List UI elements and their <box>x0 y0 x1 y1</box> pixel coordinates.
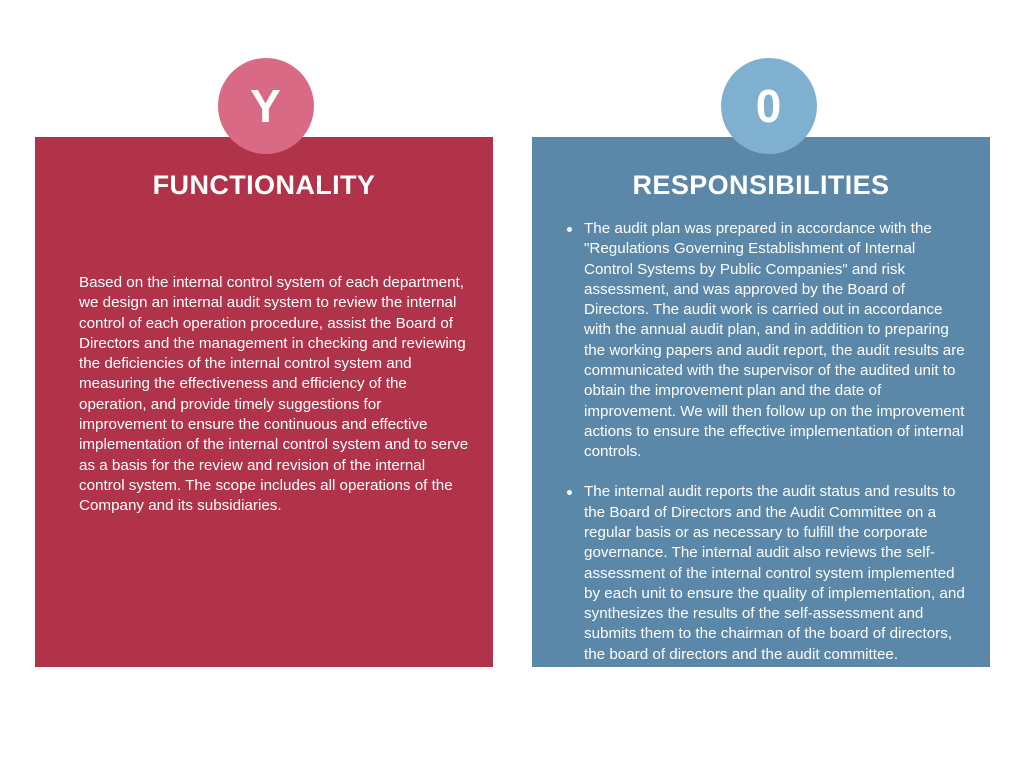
responsibilities-bullet-list <box>554 219 968 665</box>
badge-letter: Y <box>250 80 282 132</box>
card-responsibilities <box>532 137 990 667</box>
badge-letter: 0 <box>755 80 783 132</box>
card-title-responsibilities: RESPONSIBILITIES <box>632 170 890 200</box>
list-item: The audit plan was prepared in accordance with the "Regulations Governing Establishment of Internal Control Systems by Public Companies" and risk assessment, and was approved by the Board of Directors. The audit work is carried out in accordance with the annual audit plan, and in addition to preparing the working papers and audit report, the audit results are communicated with the supervisor of the audited unit to obtain the improvement plan and the date of improvement. We will then follow up on the improvement actions to ensure the effective implementation of internal controls. <box>582 219 968 462</box>
card-body-functionality <box>57 201 471 516</box>
card-body-responsibilities <box>554 219 968 665</box>
list-item: The internal audit reports the audit status and results to the Board of Directors and the Audit Committee on a regular basis or as necessary to fulfill the corporate governance. The internal audit also reviews the self-assessment of the internal control system implemented by each unit to ensure the quality of implementation, and synthesizes the results of the self-assessment and submits them to the chairman of the board of directors, the board of directors and the audit committee. <box>582 482 968 665</box>
badge-circle-y <box>218 58 314 154</box>
paragraph: Based on the internal control system of each department, we design an internal audit system to review the internal control of each operation procedure, assist the Board of Directors and the management in checking and reviewing the deficiencies of the internal control system and measuring the effectiveness and efficiency of the operation, and provide timely suggestions for improvement to ensure the continuous and effective implementation of the internal control system and to serve as a basis for the review and revision of the internal control system. The scope includes all operations of the Company and its subsidiaries. <box>79 274 469 515</box>
card-functionality <box>35 137 493 667</box>
badge-circle-0 <box>721 58 817 154</box>
card-title-functionality: FUNCTIONALITY <box>152 170 376 200</box>
